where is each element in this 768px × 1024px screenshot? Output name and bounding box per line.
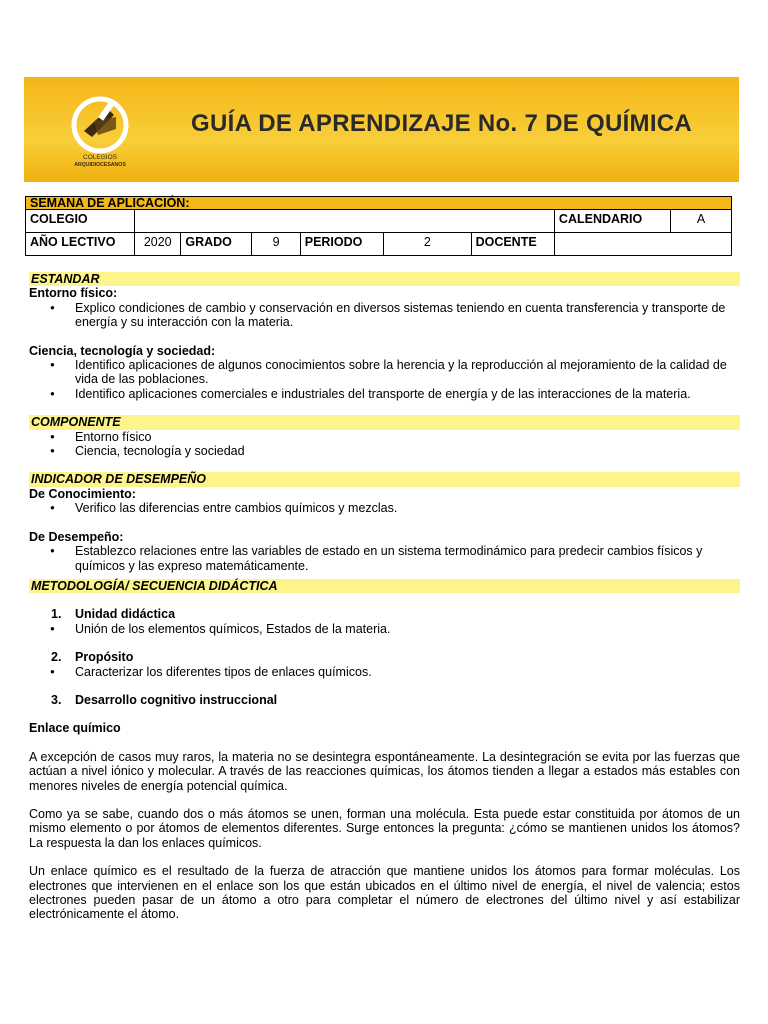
logo-text-1: COLEGIOS [83,154,117,161]
colegio-label: COLEGIO [26,210,135,233]
desempeno-label: De Desempeño: [29,529,124,544]
estandar-heading: ESTANDAR [29,272,740,286]
section-1-list [29,622,740,636]
semana-label: SEMANA DE APLICACIÓN: [26,197,732,210]
section-1-title: 1. Unidad didáctica [51,607,176,622]
section-2-title: 2. Propósito [51,650,134,665]
calendario-label: CALENDARIO [554,210,670,233]
section-3-title: 3. Desarrollo cognitivo instruccional [51,692,278,707]
periodo-label: PERIODO [300,233,383,256]
header-banner [24,77,739,182]
paragraph: A excepción de casos muy raros, la materia no se desintegra espontáneamente. La desintegración se evita por las fuerzas que actúan a nivel iónico y molecular. A través de las reacciones químicas, los átomos tienden a llegar a estados más estables con menores niveles de energía potencial química. [29,749,740,793]
grado-value: 9 [252,233,300,256]
school-logo-icon [64,95,136,171]
section-2-list [29,665,740,679]
colegio-value[interactable] [135,210,555,233]
metodologia-heading: METODOLOGÍA/ SECUENCIA DIDÁCTICA [29,579,740,593]
list-item: ● Identifico aplicaciones comerciales e industriales del transporte de energía y de las interacciones de la materia. [75,387,740,401]
list-item: ● Explico condiciones de cambio y conservación en diversos sistemas teniendo en cuenta transferencia y transporte de energía y su interacción con la materia. [75,301,740,330]
list-item: ● Unión de los elementos químicos, Estados de la materia. [75,622,740,636]
list-item: ● Caracterizar los diferentes tipos de enlaces químicos. [75,665,740,679]
list-item: ● Establezco relaciones entre las variables de estado en un sistema termodinámico para predecir cambios físicos y químicos y las expreso matemáticamente. [75,544,740,573]
page-title: GUÍA DE APRENDIZAJE No. 7 DE QUÍMICA [191,110,693,137]
list-item: ● Verifico las diferencias entre cambios químicos y mezclas. [75,501,740,515]
ano-lectivo-value: 2020 [135,233,181,256]
logo-text-2: ARQUIDIOCESANOS [74,162,126,168]
paragraph: Como ya se sabe, cuando dos o más átomos se unen, forman una molécula. Esta puede estar constituida por átomos de un mismo elemento o por átomos de elementos diferentes. Surge entonces la pregunta: ¿cómo se mantienen unidos los átomos? La respuesta la dan los enlaces químicos. [29,806,740,850]
periodo-value: 2 [384,233,471,256]
list-item: ● Identifico aplicaciones de algunos conocimientos sobre la herencia y la reproducción al mejoramiento de la calidad de vida de las poblaciones. [75,358,740,387]
componente-heading: COMPONENTE [29,415,740,429]
ciencia-label: Ciencia, tecnología y sociedad: [29,343,216,358]
enlace-title: Enlace químico [29,721,121,736]
indicador-heading: INDICADOR DE DESEMPEÑO [29,472,740,486]
entorno-fisico-label: Entorno físico: [29,286,118,301]
docente-label: DOCENTE [471,233,554,256]
calendario-value: A [671,210,732,233]
list-item: ● Entorno físico [75,430,740,444]
docente-value[interactable] [554,233,731,256]
info-table [25,196,732,256]
list-item: ● Ciencia, tecnología y sociedad [75,444,740,458]
paragraph: Un enlace químico es el resultado de la fuerza de atracción que mantiene unidos los átomos para formar moléculas. Los electrones que intervienen en el enlace son los que están ubicados en el último nivel de energía, el nivel de valencia; estos electrones pueden pasar de un átomo a otro para completar el número de electrones del último nivel y así estabilizar electrónicamente el átomo. [29,864,740,922]
ciencia-list [29,358,740,401]
document-body [29,272,740,922]
grado-label: GRADO [181,233,252,256]
entorno-fisico-list [29,301,740,330]
ano-lectivo-label: AÑO LECTIVO [26,233,135,256]
componente-list [29,430,740,459]
conocimiento-list [29,501,740,515]
conocimiento-label: De Conocimiento: [29,486,136,501]
desempeno-list [29,544,740,573]
